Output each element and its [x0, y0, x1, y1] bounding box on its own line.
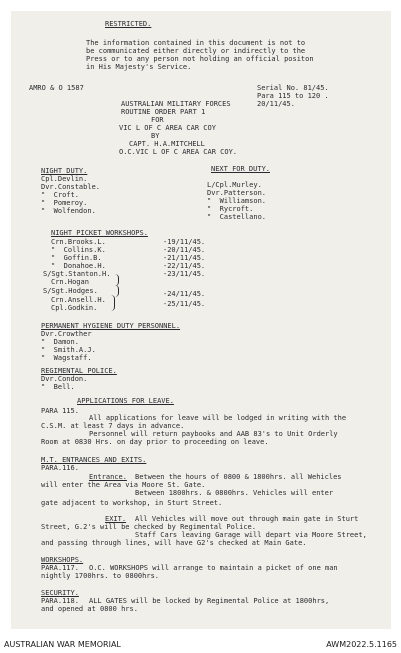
picket-name: Crn.Brooks.L.: [51, 238, 106, 246]
exit-line: and passing through lines, will have G2's checked at Main Gate.: [41, 539, 307, 547]
title-line: O.C.VIC L OF C AREA CAR COY.: [119, 148, 238, 156]
next-duty-name: " Castellano.: [207, 213, 267, 221]
workshops-para: PARA.117.: [41, 564, 79, 572]
document-page: [11, 11, 391, 629]
title-line: BY: [151, 132, 160, 140]
night-duty-name: " Wolfendon.: [41, 207, 96, 215]
hygiene-name: " Smith.A.J.: [41, 346, 96, 354]
leave-para: PARA 115.: [41, 407, 79, 415]
picket-date: -21/11/45.: [163, 254, 206, 262]
entrances-heading: M.T. ENTRANCES AND EXITS.: [41, 456, 147, 464]
police-name: " Bell.: [41, 383, 75, 391]
workshops-line: nightly 1700hrs. to 0800hrs.: [41, 572, 160, 580]
night-duty-name: Cpl.Devlin.: [41, 175, 88, 183]
picket-name: Cpl.Godkin.: [51, 304, 98, 312]
footer-bar: [0, 633, 401, 653]
picket-name: Crn.Ansell.H.: [51, 296, 106, 304]
picket-date: -22/11/45.: [163, 262, 206, 270]
picket-date: -19/11/45.: [163, 238, 206, 246]
title-line: FOR: [151, 116, 164, 124]
leave-line: Room at 0830 Hrs. on day prior to proceeding on leave.: [41, 438, 269, 446]
picket-name: " Goffin.B.: [51, 254, 102, 262]
entrance-label: Entrance.: [89, 473, 127, 481]
security-line: ALL GATES will be locked by Regimental Police at 1800hrs,: [89, 597, 330, 605]
workshops-heading: WORKSHOPS.: [41, 556, 84, 564]
picket-heading: NIGHT PICKET WORKSHOPS.: [51, 229, 148, 237]
night-duty-name: " Pomeroy.: [41, 199, 88, 207]
hygiene-heading: PERMANENT HYGIENE DUTY PERSONNEL.: [41, 322, 181, 330]
notice-line: The information contained in this document is not to: [86, 39, 306, 47]
next-duty-name: Dvr.Patterson.: [207, 189, 267, 197]
leave-line: C.S.M. at least 7 days in advance.: [41, 422, 185, 430]
security-line: and opened at 0800 hrs.: [41, 605, 138, 613]
picket-date: -25/11/45.: [163, 300, 206, 308]
next-duty-name: L/Cpl.Murley.: [207, 181, 262, 189]
footer-credit: AUSTRALIAN WAR MEMORIAL: [4, 640, 121, 649]
hygiene-name: " Damon.: [41, 338, 79, 346]
next-duty-name: " Rycroft.: [207, 205, 254, 213]
picket-bracket: [111, 295, 115, 311]
entrance-line: will enter the Area via Moore St. Gate.: [41, 481, 206, 489]
exit-line: Street, G.2's will be checked by Regimental Police.: [41, 523, 256, 531]
leave-heading: APPLICATIONS FOR LEAVE.: [77, 397, 174, 405]
exit-line: Staff Cars leaving Garage will depart via Moore Street,: [135, 531, 367, 539]
picket-name: " Donahoe.H.: [51, 262, 106, 270]
picket-date: -24/11/45.: [163, 290, 206, 298]
exit-line: All Vehicles will move out through main gate in Sturt: [135, 515, 359, 523]
notice-line: in His Majesty's Service.: [86, 63, 192, 71]
workshops-line: O.C. WORKSHOPS will arrange to maintain a picket of one man: [89, 564, 338, 572]
order-date: 20/11/45.: [257, 100, 295, 108]
entrance-line: gate adjacent to workshop, in Sturt Street.: [41, 499, 223, 507]
title-line: ROUTINE ORDER PART 1: [121, 108, 206, 116]
picket-date: -20/11/45.: [163, 246, 206, 254]
night-duty-name: " Croft.: [41, 191, 79, 199]
title-line: CAPT. H.A.MITCHELL: [129, 140, 205, 148]
police-heading: REGIMENTAL POLICE.: [41, 367, 117, 375]
serial-number: Serial No. 81/45.: [257, 84, 329, 92]
next-duty-name: " Williamson.: [207, 197, 267, 205]
picket-name: S/Sgt.Hodges.: [43, 287, 98, 295]
night-duty-name: Dvr.Constable.: [41, 183, 101, 191]
picket-bracket: [115, 285, 119, 297]
notice-line: Press or to any person not holding an official positon: [86, 55, 314, 63]
entrances-para: PARA.116.: [41, 464, 79, 472]
police-name: Dvr.Condon.: [41, 375, 88, 383]
restricted-heading: RESTRICTED.: [105, 20, 152, 28]
footer-accession-number: AWM2022.5.1165: [326, 640, 397, 649]
leave-line: All applications for leave will be lodged in writing with the: [89, 414, 347, 422]
next-duty-heading: NEXT FOR DUTY.: [211, 165, 271, 173]
picket-name: " Collins.K.: [51, 246, 106, 254]
reference-number: AMRO & O 1587: [29, 84, 84, 92]
entrance-line: Between 1800hrs. & 0800hrs. Vehicles will enter: [135, 489, 334, 497]
security-para: PARA.118.: [41, 597, 79, 605]
para-range: Para 115 to 120 .: [257, 92, 329, 100]
picket-name: Crn.Hogan: [51, 278, 89, 286]
notice-line: be communicated either directly or indirectly to the: [86, 47, 306, 55]
security-heading: SECURITY.: [41, 589, 79, 597]
title-line: AUSTRALIAN MILITARY FORCES: [121, 100, 231, 108]
picket-date: -23/11/45.: [163, 270, 206, 278]
exit-label: EXIT.: [105, 515, 127, 523]
picket-name: S/Sgt.Stanton.H.: [43, 270, 111, 278]
entrance-line: Between the hours of 0800 & 1800hrs. all Wehicles: [135, 473, 342, 481]
hygiene-name: Dvr.Crowther: [41, 330, 92, 338]
title-line: VIC L OF C AREA CAR COY: [119, 124, 216, 132]
night-duty-heading: NIGHT DUTY.: [41, 167, 88, 175]
hygiene-name: " Wagstaff.: [41, 354, 92, 362]
leave-line: Personnel will return paybooks and AAB 83's to Unit Orderly: [89, 430, 338, 438]
